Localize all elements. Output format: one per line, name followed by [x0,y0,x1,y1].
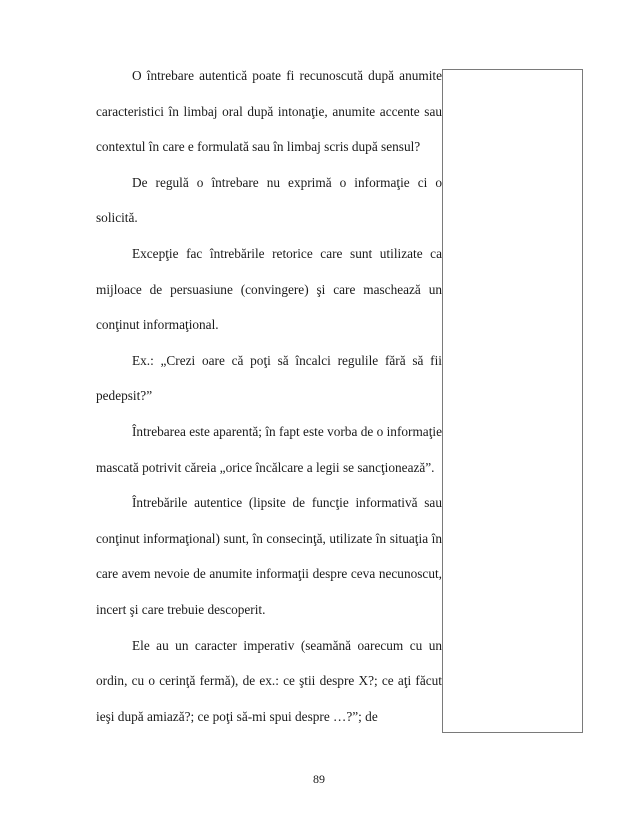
paragraph: Ex.: „Crezi oare că poţi să încalci regulile fără să fii pedepsit?” [96,352,442,404]
paragraph: Excepţie fac întrebările retorice care sunt utilizate ca mijloace de persuasiune (convingere) şi care maschează un conţinut informaţional. [96,245,442,333]
page-number: 89 [313,772,325,786]
paragraph: Întrebările autentice (lipsite de funcţie informativă sau conţinut informaţional) sunt, în consecinţă, utilizate în situaţia în care avem nevoie de anumite informaţii despre ceva necunoscut, incert şi care trebuie descoperit. [96,495,442,617]
margin-notes-box [442,69,583,733]
body-text-column [96,58,442,734]
paragraph: Întrebarea este aparentă; în fapt este vorba de o informaţie mascată potrivit căreia „orice încălcare a legii se sancţionează”. [96,423,442,475]
paragraph: Ele au un caracter imperativ (seamănă oarecum cu un ordin, cu o cerinţă fermă), de ex.: ce ştii despre X?; ce aţi făcut ieşi după amiază?; ce poţi să-mi spui despre …?”; de [96,637,442,724]
paragraph: O întrebare autentică poate fi recunoscută după anumite caracteristici în limbaj oral după intonaţie, anumite accente sau contextul în care e formulată sau în limbaj scris după sensul? [96,68,442,155]
paragraph: De regulă o întrebare nu exprimă o informaţie ci o solicită. [96,174,442,226]
